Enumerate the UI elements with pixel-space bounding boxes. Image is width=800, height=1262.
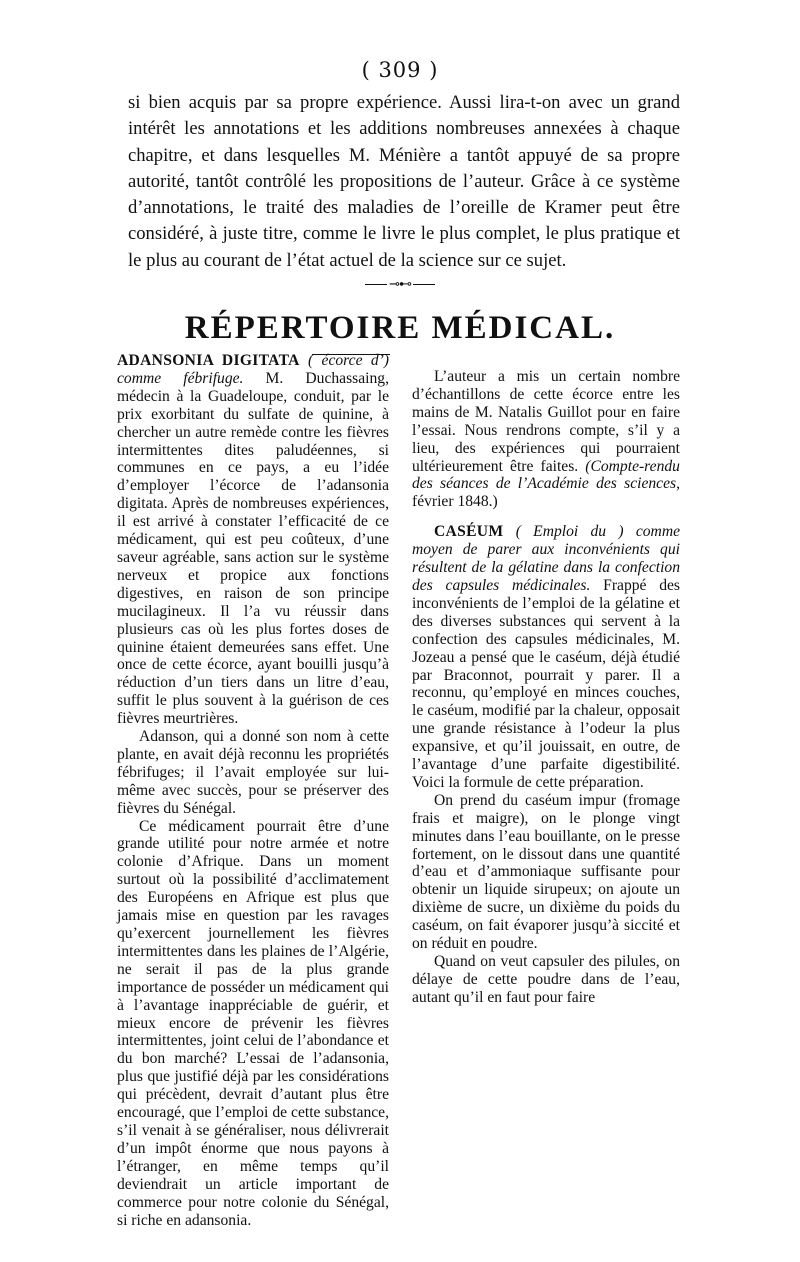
adansonia-date: février 1848.) — [412, 493, 498, 511]
page-number: ( 309 ) — [361, 58, 439, 82]
adansonia-paragraph-1: M. Duchassaing, médecin à la Guadeloupe, conduit, par le prix exorbitant du sulfate de quinine, à chercher un autre remède contre les fièvres intermittentes dites paludéennes, si communes en ce pays, a eu l’idée d’employer l’écorce de l’adansonia digitata. Après de nombreuses expériences, il est arrivé à constater l’efficacité de ce médicament, qui est peu coûteux, d’une saveur agréable, sans action sur le système nerveux et propice aux fonctions digestives, en raison de son principe mucilagineux. Il l’a vu réussir dans plusieurs cas où les plus fortes doses de quinine étaient demeurées sans effet. Une once de cette écorce, ayant bouilli jusqu’à réduction d’un tiers dans un litre d’eau, suffit le plus souvent à la guérison de ces fièvres meurtrières. — [117, 369, 389, 728]
caseum-paragraph-3: Quand on veut capsuler des pilules, on délaye de cette poudre dans de l’eau, autant qu’il en faut pour faire — [412, 953, 680, 1006]
adansonia-subheading: ( écorce d’) comme fébrifuge. — [117, 352, 389, 387]
right-column — [412, 368, 680, 1007]
intro-paragraph: si bien acquis par sa propre expérience. Aussi lira-t-on avec un grand intérêt les annotations et les additions nombreuses annexées à chaque chapitre, et dans lesquelles M. Ménière a tantôt appuyé de sa propre autorité, tantôt contrôlé les propositions de l’auteur. Grâce à ce système d’annotations, le traité des maladies de l’oreille de Kramer peut être considéré, à juste titre, comme le livre le plus complet, le plus pratique et le plus au courant de l’état actuel de la science sur ce sujet. — [128, 92, 680, 271]
adansonia-source: (Compte-rendu des séances de l’Académie des sciences, — [412, 457, 680, 493]
adansonia-entry — [117, 352, 389, 728]
caseum-entry — [412, 523, 680, 792]
caseum-heading: CASÉUM — [434, 523, 504, 541]
adansonia-heading: ADANSONIA DIGITATA — [117, 352, 300, 369]
ornament-divider: ⊸⊷ — [0, 276, 800, 292]
caseum-paragraph-1: Frappé des inconvénients de l’emploi de la gélatine et des diverses substances qui servent à la confection des capsules médicinales, M. Jozeau a pensé que le caséum, déjà étudié par Braconnot, pourrait y parer. Il a reconnu, qu’employé en minces couches, le caséum, modifié par la chaleur, opposait une grande résistance à l’odeur la plus expansive, et qu’il jouissait, en outre, de l’avantage d’une parfaite digestibilité. Voici la formule de cette préparation. — [412, 576, 680, 791]
left-column — [117, 352, 389, 1229]
caseum-subheading: ( Emploi du ) comme moyen de parer aux inconvénients qui résultent de la gélatine dans la confection des capsules médicinales. — [412, 523, 681, 594]
adansonia-paragraph-3: Ce médicament pourrait être d’une grande utilité pour notre armée et notre colonie d’Afrique. Dans un moment surtout où la possibilité d’acclimatement des Européens en Afrique est plus que jamais mise en question par les ravages qu’exercent journellement les fièvres intermittentes dans les plaines de l’Algérie, ne serait il pas de la plus grande importance de posséder un médicament qui à l’avantage inappréciable de guérir, et mieux encore de prévenir les fièvres intermittentes, joint celui de l’abondance et du bon marché? L’essai de l’adansonia, plus que justifié déjà par les considérations qui précèdent, devrait d’autant plus être encouragé, que l’emploi de cette substance, s’il venait à se généraliser, nous délivrerait d’un impôt énorme que nous payons à l’étranger, en même temps qu’il deviendrait un article important de commerce pour notre colonie du Sénégal, si riche en adansonia. — [117, 817, 389, 1229]
caseum-paragraph-2: On prend du caséum impur (fromage frais et maigre), on le plonge vingt minutes dans l’eau bouillante, on le presse fortement, on le dissout dans une quantité d’eau et d’ammoniaque suffisante pour obtenir un liquide sirupeux; on ajoute un dixième de sucre, un dixième du poids du caséum, on fait évaporer jusqu’à siccité et on réduit en poudre. — [412, 791, 680, 953]
adansonia-paragraph-4: L’auteur a mis un certain nombre d’échantillons de cette écorce entre les mains de M. Natalis Guillot pour en faire l’essai. Nous rendrons compte, s’il y a lieu, des expériences qui pourraient ultérieurement être faites. (Compte-rendu des séances de l’Académie des sciences, février 1848.) — [412, 368, 680, 511]
section-title: RÉPERTOIRE MÉDICAL. — [184, 310, 616, 346]
adansonia-paragraph-2: Adanson, qui a donné son nom à cette plante, en avait déjà reconnu les propriétés fébrifuges; il l’avait employée sur lui-même avec succès, pour se préserver des fièvres du Sénégal. — [117, 728, 389, 817]
